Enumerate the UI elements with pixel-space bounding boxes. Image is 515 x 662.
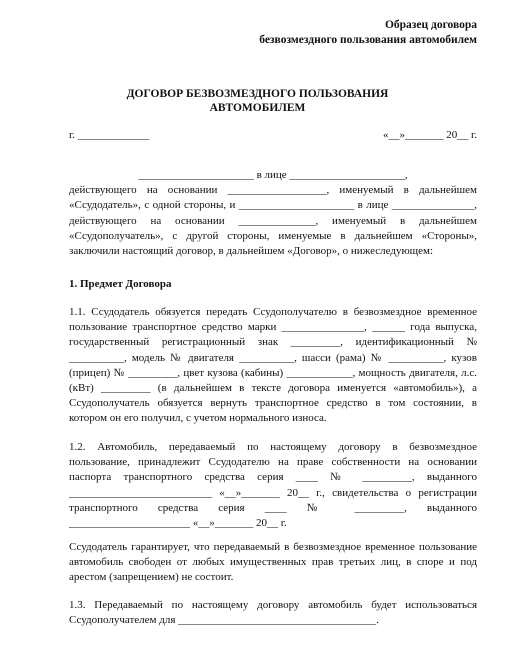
clause-1-3-block: [69, 598, 477, 628]
clause-1-2: 1.2. Автомобиль, передаваемый по настоящему договору в безвозмездное пользование, принадлежит Ссудодателю на праве собственности на основании паспорта транспортного средства серия ____ № _________, выданного __________________________ «__»_______ 20__ г., свидетельства о регистрации транспортного средства серия ____ № _________, выданного ______________________ «__»_______ 20__ г.: [69, 441, 477, 530]
sample-header-line-1: Образец договора: [384, 19, 477, 31]
contract-title-line-2: АВТОМОБИЛЕМ: [209, 102, 306, 114]
date-field: «__»_______ 20__ г.: [382, 129, 477, 141]
preamble-text: действующего на основании __________________, именуемый в дальнейшем «Ссудодатель», с одной стороны, и _____________________ в лице _______________, действующего на основании ______________, именуемый в дальнейшем «Ссудополучатель», с другой стороны, именуемые в дальнейшем «Стороны», заключили настоящий договор, в дальнейшем «Договор», о нижеследующем:: [69, 184, 477, 258]
sample-header-line-2: безвозмездного пользования автомобилем: [259, 34, 477, 46]
preamble-first-line: _____________________ в лице _____________________,: [138, 169, 408, 181]
section-1-title: 1. Предмет Договора: [69, 278, 172, 290]
clause-1-3: 1.3. Передаваемый по настоящему договору автомобиль будет использоваться Ссудополучателем для ____________________________________.: [69, 599, 477, 627]
contract-title: [60, 87, 455, 115]
contract-title-line-1: ДОГОВОР БЕЗВОЗМЕЗДНОГО ПОЛЬЗОВАНИЯ: [126, 88, 389, 100]
sample-header: [259, 18, 477, 48]
clause-1-2-block: [69, 440, 477, 531]
place-date-row: [69, 128, 477, 143]
clause-1-1-block: [69, 305, 477, 427]
guarantee-block: [69, 540, 477, 586]
preamble: [69, 168, 477, 259]
clause-1-1: 1.1. Ссудодатель обязуется передать Ссудополучателю в безвозмездное временное пользование транспортное средство марки _______________, ______ года выпуска, государственный регистрационный знак _________, идентификационный № __________, модель № двигателя __________, шасси (рама) № __________, кузов (прицеп) № _________, цвет кузова (кабины) ____________, мощность двигателя, л.с. (кВт) _________ (в дальнейшем в тексте договора именуется «автомобиль»), а Ссудополучатель обязуется вернуть транспортное средство в том состоянии, в котором он его получил, с учетом нормального износа.: [69, 306, 477, 425]
city-field: г. _____________: [69, 129, 150, 141]
guarantee-paragraph: Ссудодатель гарантирует, что передаваемый в безвозмездное временное пользование автомобиль свободен от любых имущественных прав третьих лиц, в споре и под арестом (запрещением) не состоит.: [69, 541, 477, 584]
section-1-title-block: [69, 277, 477, 292]
